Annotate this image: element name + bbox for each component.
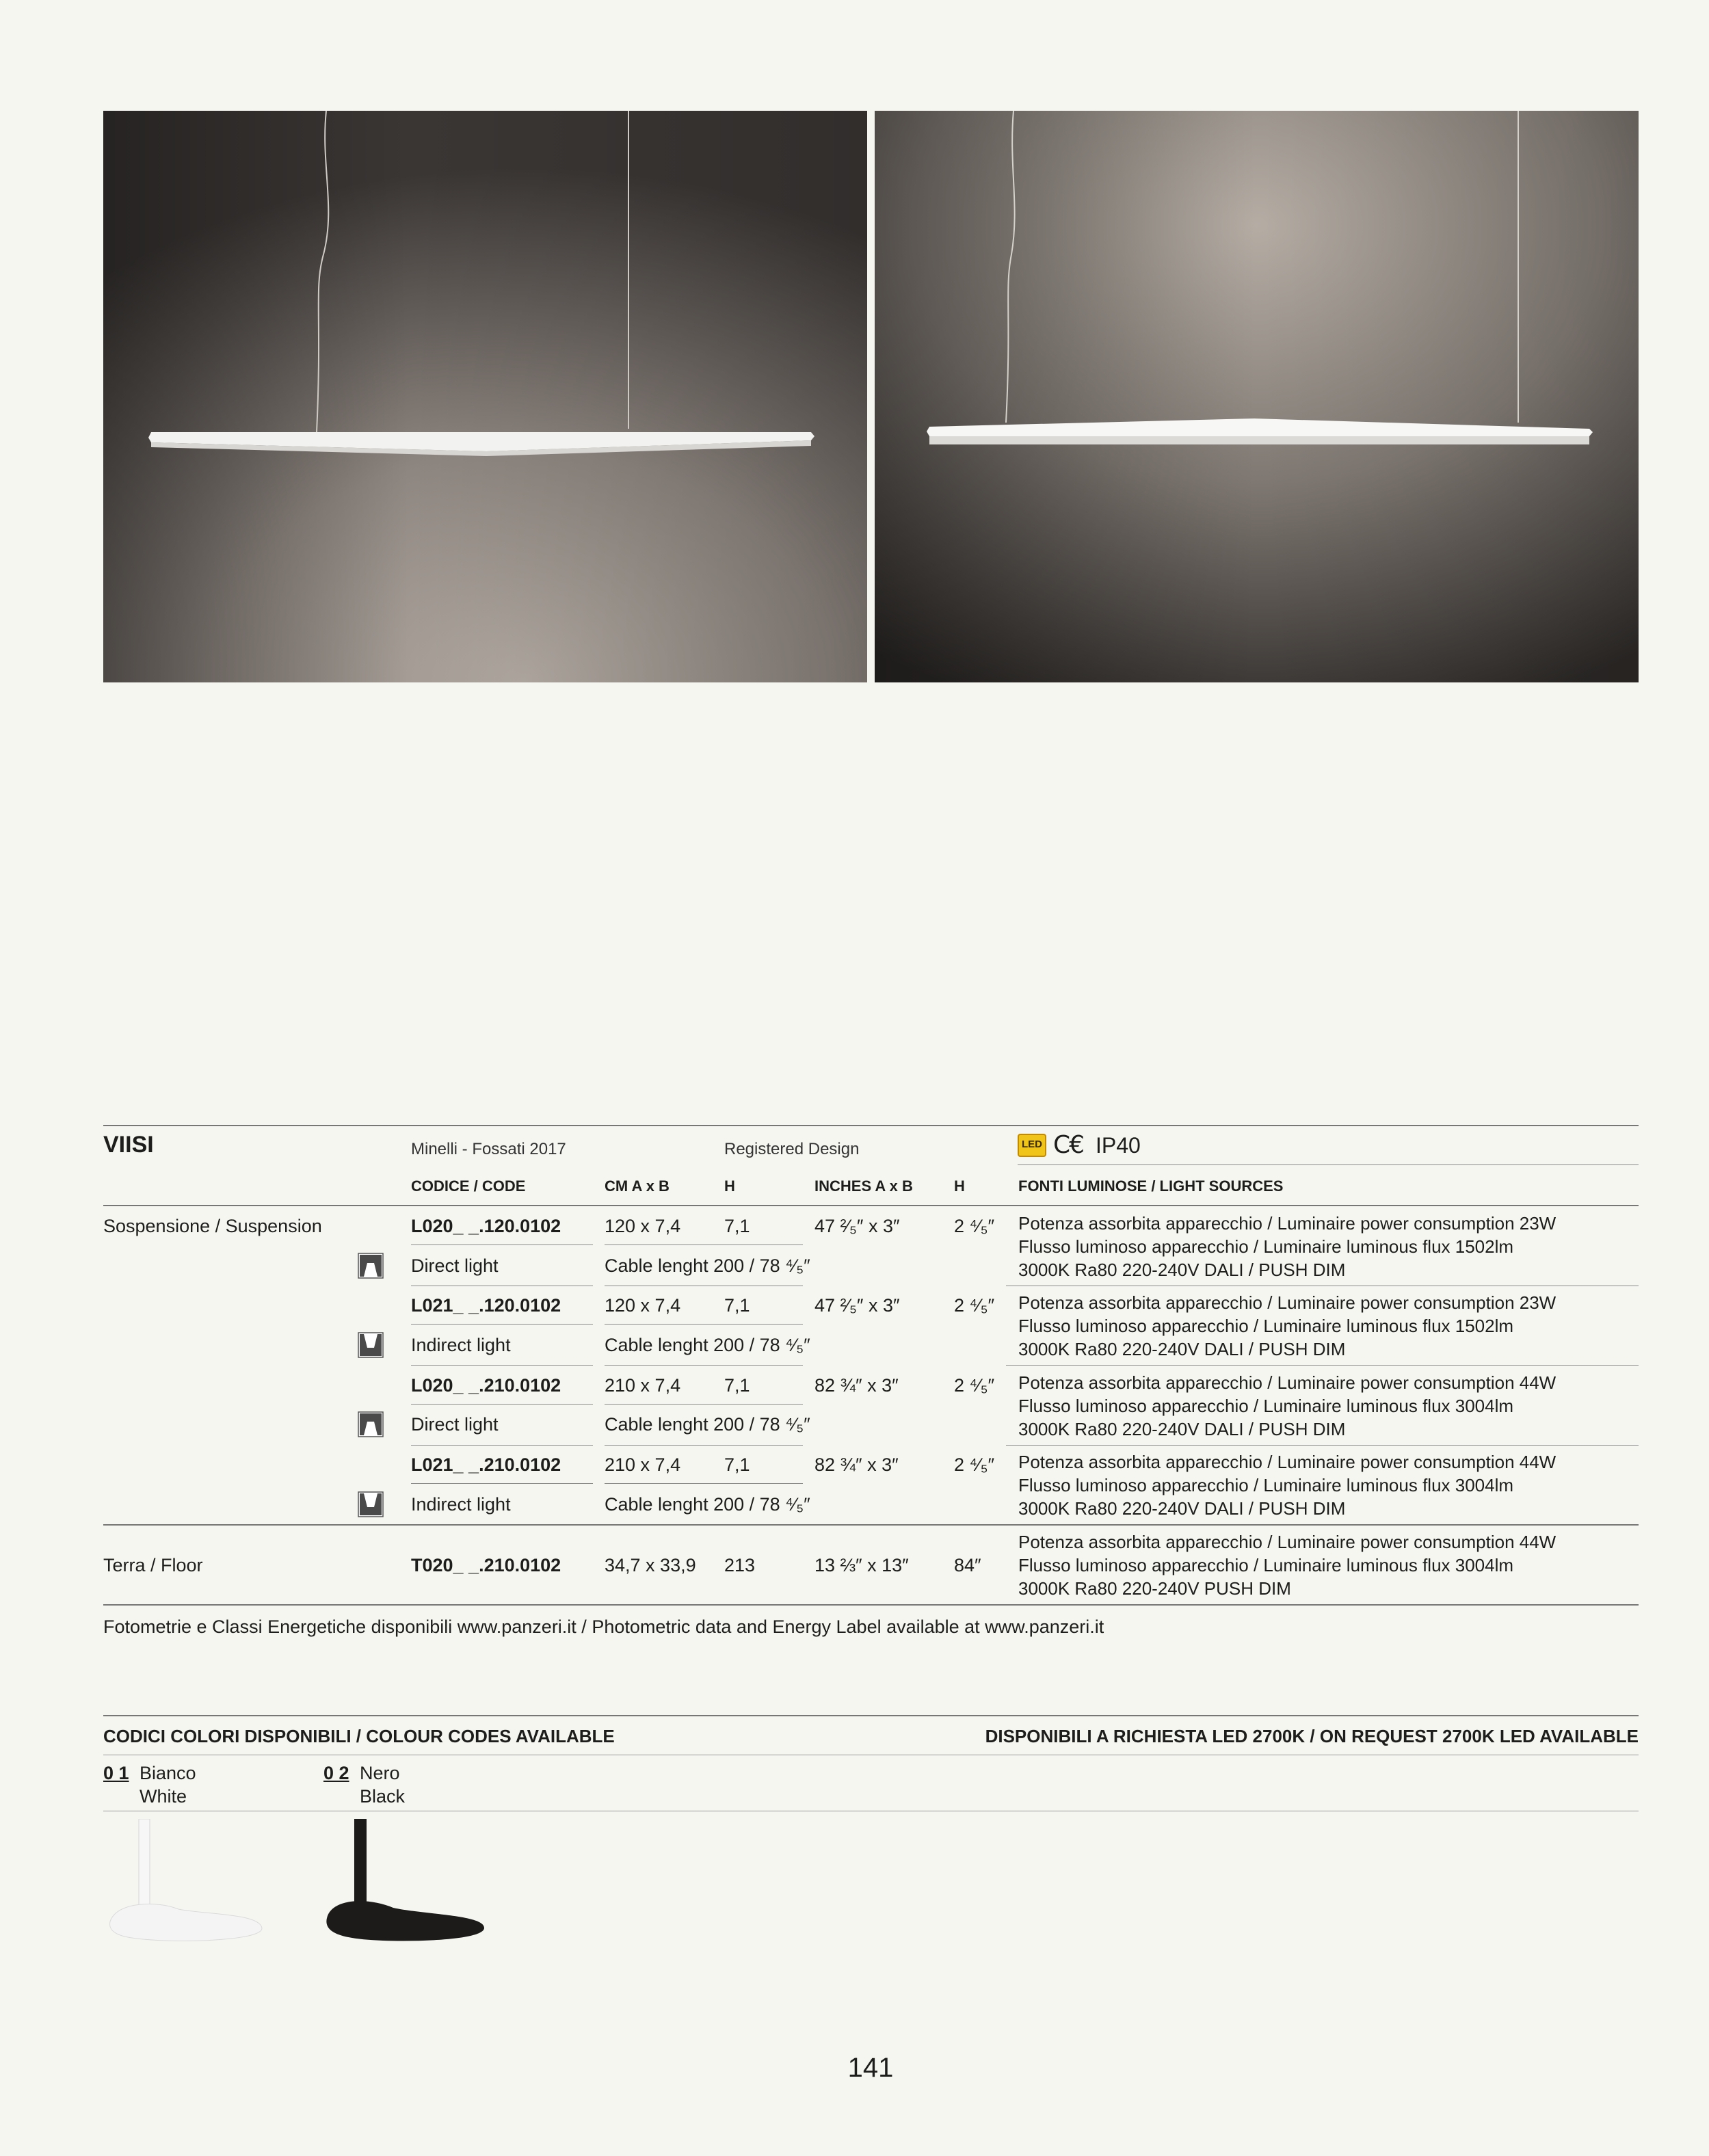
row-divider [411,1445,593,1446]
table-top-rule [103,1125,1639,1126]
light-source-block [1018,1212,1556,1281]
product-photo-direct [103,111,867,682]
colour-name-it: Bianco [140,1763,196,1783]
dim-h: 7,1 [724,1375,750,1396]
row-divider [411,1365,593,1366]
row-sub-rule [605,1483,803,1484]
light-source-block [1018,1371,1556,1441]
header-sub-rule [1018,1164,1639,1165]
on-request-note: DISPONIBILI A RICHIESTA LED 2700K / ON REQUEST 2700K LED AVAILABLE [985,1726,1639,1746]
dim-inches: 47 ²⁄₅″ x 3″ [814,1295,900,1316]
light-type: Indirect light [411,1335,511,1355]
dim-cm: 120 x 7,4 [605,1295,681,1316]
light-specs: 3000K Ra80 220-240V DALI / PUSH DIM [1018,1260,1346,1280]
product-code: L020_ _.210.0102 [411,1375,561,1396]
product-code: L021_ _.120.0102 [411,1295,561,1316]
light-type: Direct light [411,1255,499,1276]
cable-length: Cable lenght 200 / 78 ⁴⁄₅″ [605,1255,810,1276]
dim-inches: 13 ⅔″ x 13″ [814,1555,909,1575]
header-bottom-rule [103,1205,1639,1206]
light-type: Indirect light [411,1494,511,1515]
product-code: T020_ _.210.0102 [411,1555,561,1575]
colour-top-rule [103,1715,1639,1716]
cable-length: Cable lenght 200 / 78 ⁴⁄₅″ [605,1494,810,1515]
dim-h: 7,1 [724,1295,750,1316]
luminous-flux: Flusso luminoso apparecchio / Luminaire luminous flux 3004lm [1018,1475,1514,1495]
ce-mark-icon: C€ [1053,1131,1084,1159]
group-floor: Terra / Floor [103,1555,203,1575]
power-consumption: Potenza assorbita apparecchio / Luminaire power consumption 44W [1018,1532,1556,1552]
row-sub-rule [411,1324,593,1325]
colour-code-black: 0 2 [323,1763,349,1783]
power-consumption: Potenza assorbita apparecchio / Luminaire power consumption 44W [1018,1452,1556,1472]
colour-code-white: 0 1 [103,1763,129,1783]
col-code: CODICE / CODE [411,1177,526,1195]
luminous-flux: Flusso luminoso apparecchio / Luminaire luminous flux 3004lm [1018,1555,1514,1575]
product-code: L021_ _.210.0102 [411,1454,561,1475]
dim-cm: 34,7 x 33,9 [605,1555,696,1575]
row-divider [1006,1445,1639,1446]
colour-name-black [360,1761,405,1808]
direct-light-icon [358,1411,384,1437]
luminous-flux: Flusso luminoso apparecchio / Luminaire luminous flux 3004lm [1018,1396,1514,1416]
row-sub-rule [411,1483,593,1484]
led-badge-text: LED [1022,1139,1042,1150]
white-base-swatch [103,1819,267,1956]
light-source-block [1018,1291,1556,1361]
group-suspension: Sospensione / Suspension [103,1216,322,1236]
power-consumption: Potenza assorbita apparecchio / Luminaire power consumption 23W [1018,1292,1556,1313]
light-specs: 3000K Ra80 220-240V DALI / PUSH DIM [1018,1419,1346,1439]
black-base-swatch [321,1819,492,1956]
led-badge-icon [1018,1134,1046,1157]
indirect-light-icon [358,1332,384,1358]
dim-h-in: 2 ⁴⁄₅″ [954,1295,995,1316]
col-sources: FONTI LUMINOSE / LIGHT SOURCES [1018,1177,1284,1195]
table-bottom-rule [103,1604,1639,1606]
row-sub-rule [605,1324,803,1325]
colour-name-white [140,1761,196,1808]
row-divider [605,1365,803,1366]
dim-cm: 210 x 7,4 [605,1375,681,1396]
colour-name-en: Black [360,1786,406,1807]
dim-h: 7,1 [724,1216,750,1236]
product-photo-indirect [875,111,1639,682]
col-inches: INCHES A x B [814,1177,913,1195]
dim-h: 213 [724,1555,756,1575]
indirect-light-icon [358,1491,384,1517]
light-specs: 3000K Ra80 220-240V DALI / PUSH DIM [1018,1339,1346,1359]
light-source-block [1018,1450,1556,1520]
row-divider [605,1445,803,1446]
light-type: Direct light [411,1414,499,1435]
col-h-cm: H [724,1177,735,1195]
row-sub-rule [411,1404,593,1405]
row-sub-rule [605,1404,803,1405]
colour-codes-title: CODICI COLORI DISPONIBILI / COLOUR CODES AVAILABLE [103,1726,615,1746]
dim-inches: 82 ¾″ x 3″ [814,1454,899,1475]
colour-name-it: Nero [360,1763,400,1783]
power-consumption: Potenza assorbita apparecchio / Luminaire power consumption 44W [1018,1372,1556,1393]
dim-h-in: 84″ [954,1555,981,1575]
luminous-flux: Flusso luminoso apparecchio / Luminaire luminous flux 1502lm [1018,1316,1514,1336]
light-specs: 3000K Ra80 220-240V DALI / PUSH DIM [1018,1498,1346,1519]
dim-inches: 82 ¾″ x 3″ [814,1375,899,1396]
dim-cm: 120 x 7,4 [605,1216,681,1236]
product-name: VIISI [103,1132,154,1158]
ip-rating: IP40 [1096,1133,1141,1158]
light-specs: 3000K Ra80 220-240V PUSH DIM [1018,1578,1291,1599]
col-cm: CM A x B [605,1177,670,1195]
dim-h: 7,1 [724,1454,750,1475]
dim-inches: 47 ²⁄₅″ x 3″ [814,1216,900,1236]
luminous-flux: Flusso luminoso apparecchio / Luminaire luminous flux 1502lm [1018,1236,1514,1257]
col-h-in: H [954,1177,965,1195]
light-source-block [1018,1530,1556,1600]
group-divider [103,1524,1639,1526]
dim-h-in: 2 ⁴⁄₅″ [954,1216,995,1236]
photometric-note: Fotometrie e Classi Energetiche disponibili www.panzeri.it / Photometric data and Energy Label available at www.panzeri.it [103,1616,1104,1637]
dim-cm: 210 x 7,4 [605,1454,681,1475]
cable-length: Cable lenght 200 / 78 ⁴⁄₅″ [605,1414,810,1435]
power-consumption: Potenza assorbita apparecchio / Luminaire power consumption 23W [1018,1213,1556,1234]
product-code: L020_ _.120.0102 [411,1216,561,1236]
page-number: 141 [847,2053,894,2083]
direct-light-icon [358,1253,384,1279]
dim-h-in: 2 ⁴⁄₅″ [954,1375,995,1396]
designer: Minelli - Fossati 2017 [411,1140,566,1158]
colour-name-en: White [140,1786,187,1807]
cable-length: Cable lenght 200 / 78 ⁴⁄₅″ [605,1335,810,1355]
row-divider [1006,1365,1639,1366]
registered-design: Registered Design [724,1140,860,1158]
dim-h-in: 2 ⁴⁄₅″ [954,1454,995,1475]
